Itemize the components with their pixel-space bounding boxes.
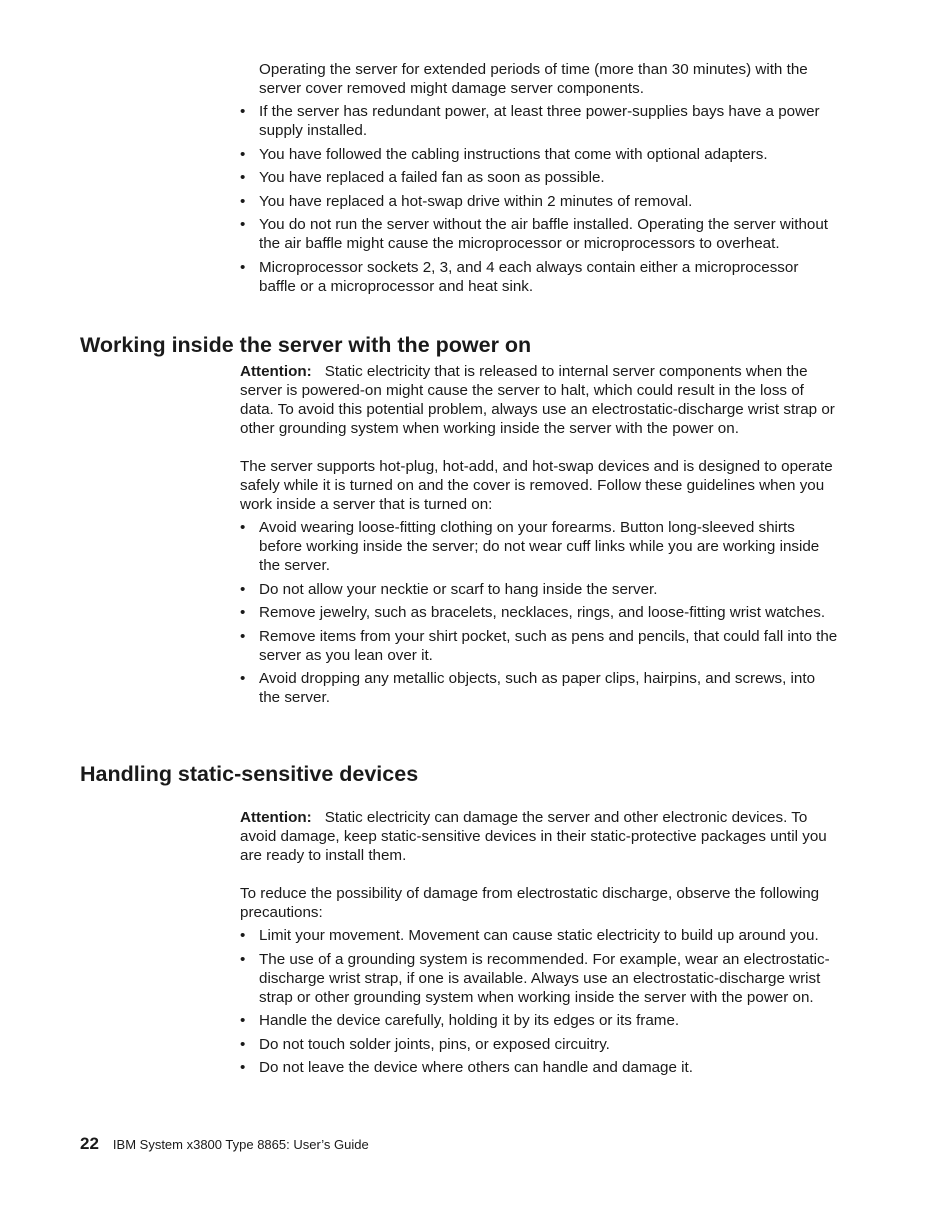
static-bullet-list [240, 926, 838, 1077]
intro-bullet-list [240, 102, 838, 296]
attention-text: Static electricity that is released to internal server components when the server is powered-on might cause the server to halt, which could result in the loss of data. To avoid this potential problem, always use an electrostatic-discharge wrist strap or other grounding system when working inside the server with the power on. [240, 363, 835, 437]
list-item [240, 258, 838, 296]
list-item-text: Handle the device carefully, holding it by its edges or its frame. [259, 1012, 680, 1029]
section-heading-power-on: Working inside the server with the power on [80, 333, 532, 357]
attention-label: Attention: [240, 809, 312, 826]
list-item-text: Avoid wearing loose-fitting clothing on your forearms. Button long-sleeved shirts before working inside the server; do not wear cuff links while you are working inside the server. [259, 519, 820, 574]
precautions-paragraph: To reduce the possibility of damage from electrostatic discharge, observe the following precautions: [240, 885, 820, 921]
list-item [240, 102, 838, 140]
list-item [240, 145, 838, 164]
section-power-on-body [240, 362, 838, 712]
bullet-icon: • [240, 192, 246, 210]
bullet-icon: • [240, 580, 246, 598]
attention-text: Static electricity can damage the server and other electronic devices. To avoid damage, keep static-sensitive devices in their static-protective packages until you are ready to install them. [240, 809, 827, 864]
bullet-icon: • [240, 145, 246, 163]
list-item-text: Limit your movement. Movement can cause static electricity to build up around you. [259, 927, 819, 944]
list-item-text: If the server has redundant power, at least three power-supplies bays have a power supply installed. [259, 103, 820, 139]
list-item-text: Do not allow your necktie or scarf to hang inside the server. [259, 580, 658, 598]
attention-notice [240, 808, 838, 865]
bullet-icon: • [240, 604, 246, 621]
list-item-text: The use of a grounding system is recommended. For example, wear an electrostatic-discharge wrist strap, if one is available. Always use an electrostatic-discharge wrist strap or other grounding system when working inside the server with the power on. [259, 950, 830, 1006]
list-item [240, 518, 838, 575]
page-number: 22 [80, 1134, 99, 1153]
list-item-text: Remove items from your shirt pocket, such as pens and pencils, that could fall into the server as you lean over it. [259, 627, 838, 664]
guidelines-paragraph: The server supports hot-plug, hot-add, and hot-swap devices and is designed to operate safely while it is turned on and the cover is removed. Follow these guidelines when you work inside a server that is turned on: [240, 458, 833, 513]
list-item-text: Do not touch solder joints, pins, or exposed circuitry. [259, 1035, 610, 1053]
list-item [240, 950, 838, 1007]
list-item [240, 669, 838, 707]
intro-block [240, 60, 838, 300]
list-item-text: You have replaced a hot-swap drive within 2 minutes of removal. [259, 192, 693, 210]
list-item-text: You have followed the cabling instructions that come with optional adapters. [259, 145, 768, 163]
list-item-text: Microprocessor sockets 2, 3, and 4 each always contain either a microprocessor baffle or a microprocessor and heat sink. [259, 258, 799, 295]
bullet-icon: • [240, 216, 246, 233]
section-static-body [240, 808, 838, 1082]
bullet-icon: • [240, 927, 246, 944]
list-item [240, 926, 838, 945]
bullet-icon: • [240, 627, 246, 645]
bullet-icon: • [240, 670, 246, 687]
list-item [240, 168, 838, 187]
list-item [240, 580, 838, 599]
bullet-icon: • [240, 1059, 246, 1076]
bullet-icon: • [240, 169, 246, 186]
list-item-text: Remove jewelry, such as bracelets, necklaces, rings, and loose-fitting wrist watches. [259, 604, 826, 621]
list-item [240, 603, 838, 622]
list-item [240, 1058, 838, 1077]
list-item [240, 1035, 838, 1054]
bullet-icon: • [240, 1012, 246, 1029]
bullet-icon: • [240, 950, 246, 968]
section-heading-static: Handling static-sensitive devices [80, 762, 419, 786]
attention-label: Attention: [240, 363, 312, 380]
page-footer [80, 1134, 369, 1155]
list-item-text: You do not run the server without the air baffle installed. Operating the server without the air baffle might cause the microprocessor or microprocessors to overheat. [259, 216, 829, 252]
continued-paragraph: Operating the server for extended periods of time (more than 30 minutes) with the server cover removed might damage server components. [259, 61, 808, 97]
list-item [240, 215, 838, 253]
book-title: IBM System x3800 Type 8865: User’s Guide [112, 1137, 369, 1152]
list-item-text: Do not leave the device where others can handle and damage it. [259, 1059, 693, 1076]
bullet-icon: • [240, 258, 246, 276]
attention-notice [240, 362, 838, 438]
bullet-icon: • [240, 519, 246, 536]
bullet-icon: • [240, 1035, 246, 1053]
list-item-text: You have replaced a failed fan as soon as possible. [259, 169, 605, 186]
list-item [240, 1011, 838, 1030]
list-item [240, 627, 838, 665]
list-item-text: Avoid dropping any metallic objects, such as paper clips, hairpins, and screws, into the server. [259, 670, 816, 706]
list-item [240, 192, 838, 211]
power-on-bullet-list [240, 518, 838, 707]
bullet-icon: • [240, 103, 246, 120]
